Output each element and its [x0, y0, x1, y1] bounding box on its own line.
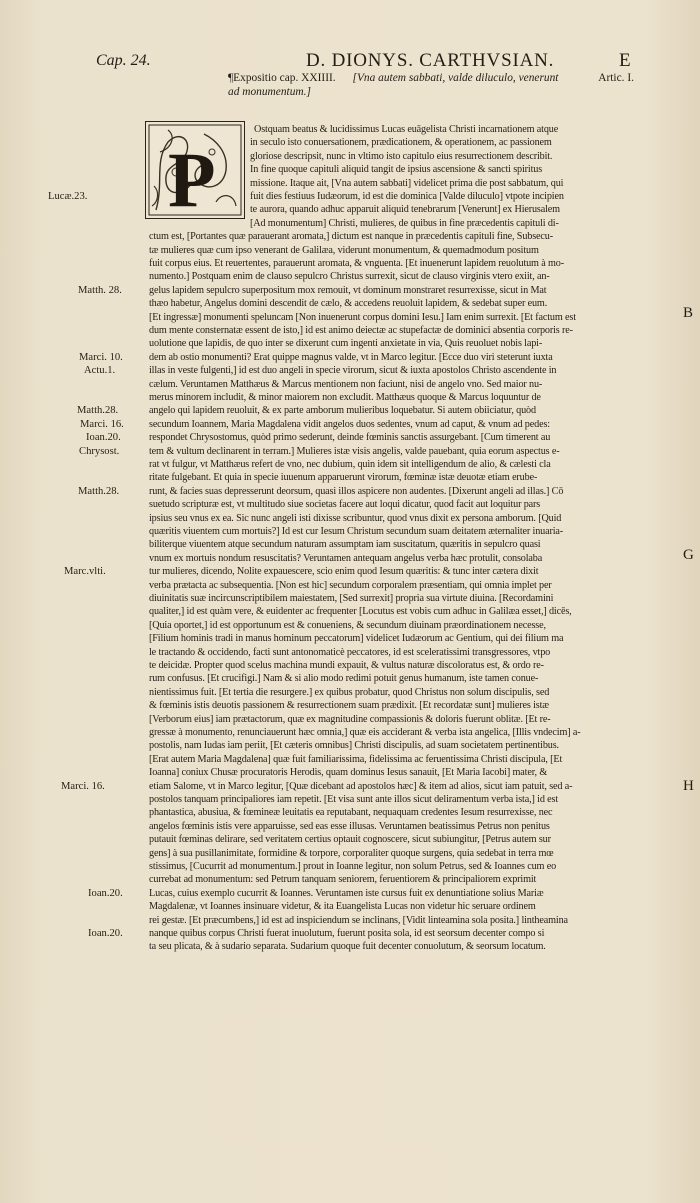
text-line: nanque quibus corpus Christi fuerat inuolutum, fuerunt posita sola, id est seorsum decenter compo si [149, 928, 545, 939]
text-line: rum confusus. [Et crucifigi.] Nam & si alio modo redimi potuit genus humanum, iste tamen conue- [149, 673, 539, 685]
text-line: Ioanna] coniux Chusæ procuratoris Herodis, quam dominus Iesus sanauit, [Et Maria Iacobi] mater, & [149, 767, 548, 779]
section-heading-verse-cont: ad monumentum.] [228, 86, 311, 98]
text-line: dum mente consternatæ essent de isto,] id est animo deiectæ ac stupefactæ de dominici absentia corporis re- [149, 325, 573, 336]
text-line: biliterque viuentem atque secundum naturam assumptam iam suscitatum, quæritis in sepulcro quasi [149, 539, 541, 551]
text-line: [Ad monumentum] Christi, mulieres, de quibus in fine præcedentis capituli di- [250, 217, 559, 229]
text-line: phantastica, abusiua, & fœmineæ leuitatis ea reputabant, nequaquam credentes Iesum resurrexisse, nec [149, 807, 553, 819]
text-line: gens] à sua pusillanimitate, formidine & torpore, corporaliter quoque surgens, quia sedebat in terra mœ [149, 847, 554, 859]
text-line: thæo habetur, Angelus domini descendit de cælo, & accedens reuoluit lapidem, & sedebat super eum. [149, 298, 548, 310]
text-line: cælum. Veruntamen Matthæus & Marcus mentionem non faciunt, nisi de angelo vno. Sed maior nu- [149, 378, 543, 390]
text-line: angelo qui lapidem reuoluit, & ex parte amborum mulieribus loquebatur. Si autem obiiciatur, quòd [149, 405, 536, 417]
text-line: [Filium hominis tradi in manus hominum peccatorum] videlicet Iudæorum ac Gentium, qui dei filium ma [149, 633, 564, 645]
initial-letter: P [168, 136, 216, 218]
text-line: postolis, nam Iudas iam periit, [Et cæteris omnibus] Christi discipulis, ad suam societatem pertinentibus. [149, 740, 559, 752]
text-line: secundum Ioannem, Maria Magdalena vidit angelos duos sedentes, vnum ad caput, & vnum ad pedes: [149, 418, 550, 430]
text-line: gelus lapidem sepulcro superpositum mox remouit, vt dominum monstraret resurrexisse, sicut in Mat [149, 284, 547, 296]
margin-reference: Chrysost. [79, 445, 120, 457]
text-line: etiam Salome, vt in Marco legitur, [Quæ dicebant ad apostolos hæc] & item ad alios, sicut iam patuit, sed a- [149, 780, 573, 792]
text-line: Magdalenæ, vt Ioannes insinuare videtur, & ita Euangelista Lucas non videtur hic seruare ordinem [149, 901, 536, 913]
text-line: [Erat autem Maria Magdalena] quæ fuit familiarissima, fidelissima ac feruentissima Christi discipula, [Et [149, 753, 563, 765]
text-line: in seculo isto conuersationem, prædicationem, & operationem, ac passionem [250, 137, 552, 149]
text-line: tæ mulieres quæ cum ipso venerant de Galilæa, viderunt monumentum, & quemadmodum positum [149, 244, 539, 256]
text-line: suetudo scripturæ est, vt multitudo siue societas facere aut loqui dicatur, quod facit aut loquitur pars [149, 499, 541, 511]
edge-marker: G [683, 547, 694, 563]
margin-reference: Matth.28. [77, 405, 119, 417]
margin-reference: Ioan.20. [88, 928, 123, 939]
text-line: putauit fœminas delirare, sed veritatem certius optauit cognoscere, sicut subiungitur, [Petrus autem sur [149, 834, 551, 846]
margin-reference: Marc.vlti. [64, 566, 106, 578]
margin-reference: Marci. 16. [80, 418, 124, 430]
text-line: Ostquam beatus & lucidissimus Lucas euāgelista Christi incarnationem atque [254, 124, 559, 135]
margin-reference: Marci. 10. [79, 351, 123, 363]
section-heading [228, 71, 648, 99]
text-line: fuit dies festiuus Iudæorum, id est die dominica [Valde diluculo] vtpote incipien [250, 191, 564, 202]
text-line: respondet Chrysostomus, quòd primo sederunt, deinde fœminis sanctis assurgebant. [Cum timerent au [149, 432, 551, 444]
margin-reference: Lucæ.23. [48, 191, 88, 202]
edge-marker: H [683, 778, 694, 794]
text-line: runt, & facies suas depresserunt deorsum, quasi illos aspicere non audentes. [Dixerunt angeli ad illas.] Cō [149, 485, 564, 497]
text-line: gloriose descripsit, nunc in vltimo isto capitulo eius resurrectionem describit. [250, 150, 553, 162]
text-line: [Verborum eius] iam prætactorum, quæ ex magnitudine compassionis & doloris fuerunt oblitæ. [Et re- [149, 713, 551, 725]
text-line: te aurora, quando adhuc apparuit aliquid tenebrarum [Venerunt] ex Hierusalem [250, 204, 560, 216]
text-line: tem & vultum declinarent in terram.] Mulieres istæ visis angelis, valde pauebant, quia eorum aspectus e- [149, 445, 560, 457]
text-line: tur mulieres, dicendo, Nolite expauescere, scio enim quod Iesum quæritis: & tunc inter cætera dixit [149, 566, 539, 578]
text-line: [Quia oportet,] id est opportunum est & conueniens, & secundum diuinam præordinationem necesse, [149, 619, 546, 631]
margin-reference: Actu.1. [84, 365, 116, 377]
text-line: ritate fulgebant. Et quia in specie iuuenum apparuerunt virorum, fœminæ istæ deuotæ etiam erube- [149, 472, 538, 484]
article-number: Artic. I. [598, 72, 634, 84]
text-line: [Et ingressæ] monumenti speluncam [Non inuenerunt corpus domini Iesu.] Iam enim surrexit. [Et factum est [149, 311, 576, 323]
text-line: diuinitatis suæ incircunscriptibilem maiestatem, [Sed surrexit] propria sua virtute diuina. [Recordamini [149, 593, 554, 604]
text-line: Lucas, cuius exemplo cucurrit & Ioannes. Veruntamen iste cursus fuit ex denuntiatione solius Mariæ [149, 887, 544, 899]
text-line: illas in veste fulgenti,] id est duo angeli in specie virorum, sicut & iuxta apostolos Christo ascendente in [149, 365, 557, 377]
text-line: postolos tanquam principaliores iam repetit. [Et visa sunt ante illos sicut deliramentum verba ista,] id est [149, 794, 559, 805]
text-line: te deicidæ. Propter quod scelus machina mundi expauit, & vultus naturæ discoloratus est, & ordo re- [149, 660, 544, 671]
margin-reference: Matth. 28. [78, 284, 122, 296]
text-line: ctum est, [Portantes quæ parauerant aromata,] dictum est nanque in præcedentis capituli fine, Subsecu- [149, 231, 553, 243]
text-line: le tractando & occidendo, facti sunt antonomaticè peccatores, id est sceleratissimi transgressores, vtpo [149, 646, 551, 658]
edge-marker: B [683, 305, 694, 321]
text-line: nientissimus fuit. [Et tertia die resurgere.] ex quibus probatur, quod Christus non solum discipulis, sed [149, 686, 550, 698]
text-line: quæritis viuentem cum mortuis?] Id est cur Iesum Christum secundum suam deitatem æternaliter inuaria- [149, 526, 564, 537]
text-line: gressæ à monumento, renunciauerunt hæc omnia,] quæ eis acciderant & verba ista angelica, [Illis vndecim] a- [149, 727, 581, 738]
text-line: qualiter,] id est quàm vere, & euidenter ac frequenter [Locutus est vobis cum adhuc in Galilæa esset,] dicēs, [149, 606, 572, 618]
margin-reference: Matth.28. [78, 485, 120, 497]
text-line: merus minorem includit, & minor maiorem non excludit. Matthæus quoque & Marcus loquuntur de [149, 392, 541, 403]
text-line: numento.] Postquam enim de clauso sepulcro Christus surrexit, sicut de clauso virginis vtero exiit, an- [149, 271, 550, 283]
margin-reference: Ioan.20. [88, 887, 123, 899]
margin-reference: Marci. 16. [61, 780, 105, 792]
text-line: dem ab ostio monumenti? Erat quippe magnus valde, vt in Marco legitur. [Ecce duo viri steterunt iuxta [149, 351, 553, 363]
text-line: rei gestæ. [Et præcumbens,] id est ad inspiciendum se inclinans, [Vidit linteamina sola posita.] lintheamina [149, 914, 568, 926]
text-line: ta seu plicata, & à sudario separata. Sudarium quoque fuit decenter conuolutum, & seorsum locatum. [149, 941, 546, 953]
margin-reference: Ioan.20. [86, 432, 121, 444]
page-signature: E [619, 50, 631, 71]
running-title: D. DIONYS. CARTHVSIAN. [306, 50, 555, 71]
text-line: In fine quoque capituli aliquid tangit de ipsius ascensione & sancti spiritus [250, 164, 543, 176]
decorated-initial [145, 121, 245, 219]
text-line: stissimus, [Cucurrit ad monumentum.] prout in Ioanne legitur, non solum Petrus, sed & Ioannes cum eo [149, 861, 557, 872]
text-line: uolutione que lapidis, de quo inter se dixerunt cum ingenti anxietate in via, Quis reuoluet nobis lapi- [149, 338, 543, 350]
section-heading-verse: [Vna autem sabbati, valde diluculo, venerunt [352, 72, 559, 84]
text-line: fuit corpus eius. Et reuertentes, parauerunt aromata, & vnguenta. [Et inuenerunt lapidem reuolutum à mo- [149, 258, 564, 269]
text-line: ipsius seu vnus ex ea. Sic nunc angeli isti dixisse scribuntur, quod vnus dixit ex persona amborum. [Quid [149, 512, 562, 524]
text-line: verba prætacta ac subsequentia. [Non est hic] secundum corporalem præsentiam, qui omnia implet per [149, 579, 552, 591]
section-heading-label: ¶Expositio cap. XXIIII. [228, 72, 336, 84]
text-line: currebat ad monumentum: sed Petrum tanquam seniorem, feruentiorem & principaliorem exprimit [149, 874, 537, 886]
text-line: & fœminis istis deuotis passionem & resurrectionem suam prædixit. [Et recordatæ sunt] mulieres istæ [149, 700, 549, 712]
text-line: rat vt fulgur, vt Matthæus refert de vno, nec dubium, quin idem sit intelligendum de alio, & cælesti cla [149, 459, 551, 470]
text-line: angelos fœminis istis vere apparuisse, sed eas esse illusas. Veruntamen beatissimus Petrus non penitus [149, 820, 550, 832]
chapter-number: Cap. 24. [96, 52, 151, 69]
text-line: vnum ex mortuis nondum resuscitatis? Veruntamen antequam angelus verba hæc protulit, consolaba [149, 552, 543, 564]
text-line: missione. Itaque ait, [Vna autem sabbati] videlicet prima die post sabbatum, qui [250, 177, 564, 189]
